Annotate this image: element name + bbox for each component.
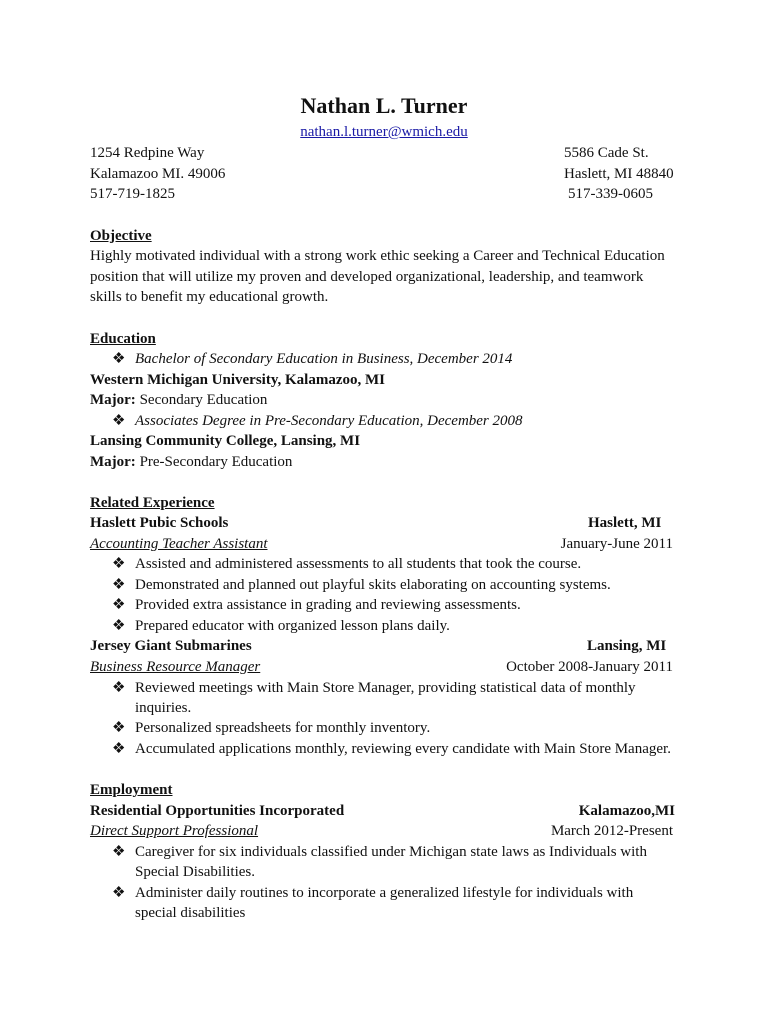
- job-role: Accounting Teacher Assistant: [90, 536, 268, 552]
- duty-item-continued: Special Disabilities.: [135, 864, 255, 880]
- degree-bachelor: Bachelor of Secondary Education in Business, December 2014: [135, 351, 513, 367]
- bullet-icon: ❖: [112, 597, 126, 613]
- city-address-right: Haslett, MI 48840: [564, 166, 674, 182]
- job-dates: March 2012-Present: [550, 823, 673, 839]
- duty-item: Accumulated applications monthly, reviewing every candidate with Main Store Manager.: [135, 741, 671, 757]
- city-address-left: Kalamazoo MI. 49006: [90, 166, 226, 182]
- duty-item: Prepared educator with organized lesson plans daily.: [135, 618, 450, 634]
- duty-item: Administer daily routines to incorporate a generalized lifestyle for individuals with: [135, 885, 634, 901]
- bullet-icon: ❖: [112, 720, 126, 736]
- job-role: Direct Support Professional: [90, 823, 259, 839]
- bullet-icon: ❖: [112, 351, 126, 367]
- duty-item: Demonstrated and planned out playful skits elaborating on accounting systems.: [135, 577, 611, 593]
- school-lcc: Lansing Community College, Lansing, MI: [90, 433, 361, 449]
- objective-line: position that will utilize my proven and developed organizational, leadership, and teamwork: [90, 269, 644, 285]
- phone-right: 517-339-0605: [568, 186, 653, 202]
- major-line-2: [90, 452, 292, 473]
- duty-item: Reviewed meetings with Main Store Manager, providing statistical data of monthly: [135, 680, 636, 696]
- duty-item-continued: inquiries.: [135, 700, 192, 716]
- bullet-icon: ❖: [112, 741, 126, 757]
- bullet-icon: ❖: [112, 844, 126, 860]
- job-dates: October 2008-January 2011: [506, 659, 673, 675]
- school-wmu: Western Michigan University, Kalamazoo, MI: [90, 372, 385, 388]
- major-value: Pre-Secondary Education: [139, 454, 293, 470]
- objective-heading: Objective: [90, 228, 152, 244]
- street-address-left: 1254 Redpine Way: [90, 145, 205, 161]
- degree-associates: Associates Degree in Pre-Secondary Education, December 2008: [135, 413, 523, 429]
- duty-item: Personalized spreadsheets for monthly inventory.: [135, 720, 431, 736]
- major-value: Secondary Education: [139, 392, 268, 408]
- duty-item: Caregiver for six individuals classified under Michigan state laws as Individuals with: [135, 844, 647, 860]
- major-label: Major:: [90, 454, 136, 470]
- employer-location: Lansing, MI: [587, 638, 667, 654]
- employer-location: Haslett, MI: [588, 515, 662, 531]
- employer-name: Haslett Pubic Schools: [90, 515, 229, 531]
- duty-item: Provided extra assistance in grading and reviewing assessments.: [135, 597, 521, 613]
- related-experience-heading: Related Experience: [90, 495, 215, 511]
- bullet-icon: ❖: [112, 618, 126, 634]
- employer-location: Kalamazoo,MI: [578, 803, 675, 819]
- objective-line: skills to benefit my educational growth.: [90, 289, 329, 305]
- employer-name: Residential Opportunities Incorporated: [90, 803, 345, 819]
- street-address-right: 5586 Cade St.: [564, 145, 649, 161]
- job-role: Business Resource Manager: [90, 659, 261, 675]
- bullet-icon: ❖: [112, 885, 126, 901]
- employer-name: Jersey Giant Submarines: [90, 638, 252, 654]
- major-label: Major:: [90, 392, 136, 408]
- bullet-icon: ❖: [112, 413, 126, 429]
- email-link[interactable]: nathan.l.turner@wmich.edu: [300, 124, 468, 140]
- duty-item-continued: special disabilities: [135, 905, 246, 921]
- duty-item: Assisted and administered assessments to all students that took the course.: [135, 556, 582, 572]
- employment-heading: Employment: [90, 782, 173, 798]
- applicant-name: Nathan L. Turner: [300, 93, 468, 118]
- bullet-icon: ❖: [112, 577, 126, 593]
- phone-left: 517-719-1825: [90, 186, 175, 202]
- job-dates: January-June 2011: [560, 536, 673, 552]
- major-line-1: [90, 390, 267, 411]
- bullet-icon: ❖: [112, 680, 126, 696]
- objective-line: Highly motivated individual with a strong work ethic seeking a Career and Technical Education: [90, 248, 665, 264]
- bullet-icon: ❖: [112, 556, 126, 572]
- education-heading: Education: [90, 331, 156, 347]
